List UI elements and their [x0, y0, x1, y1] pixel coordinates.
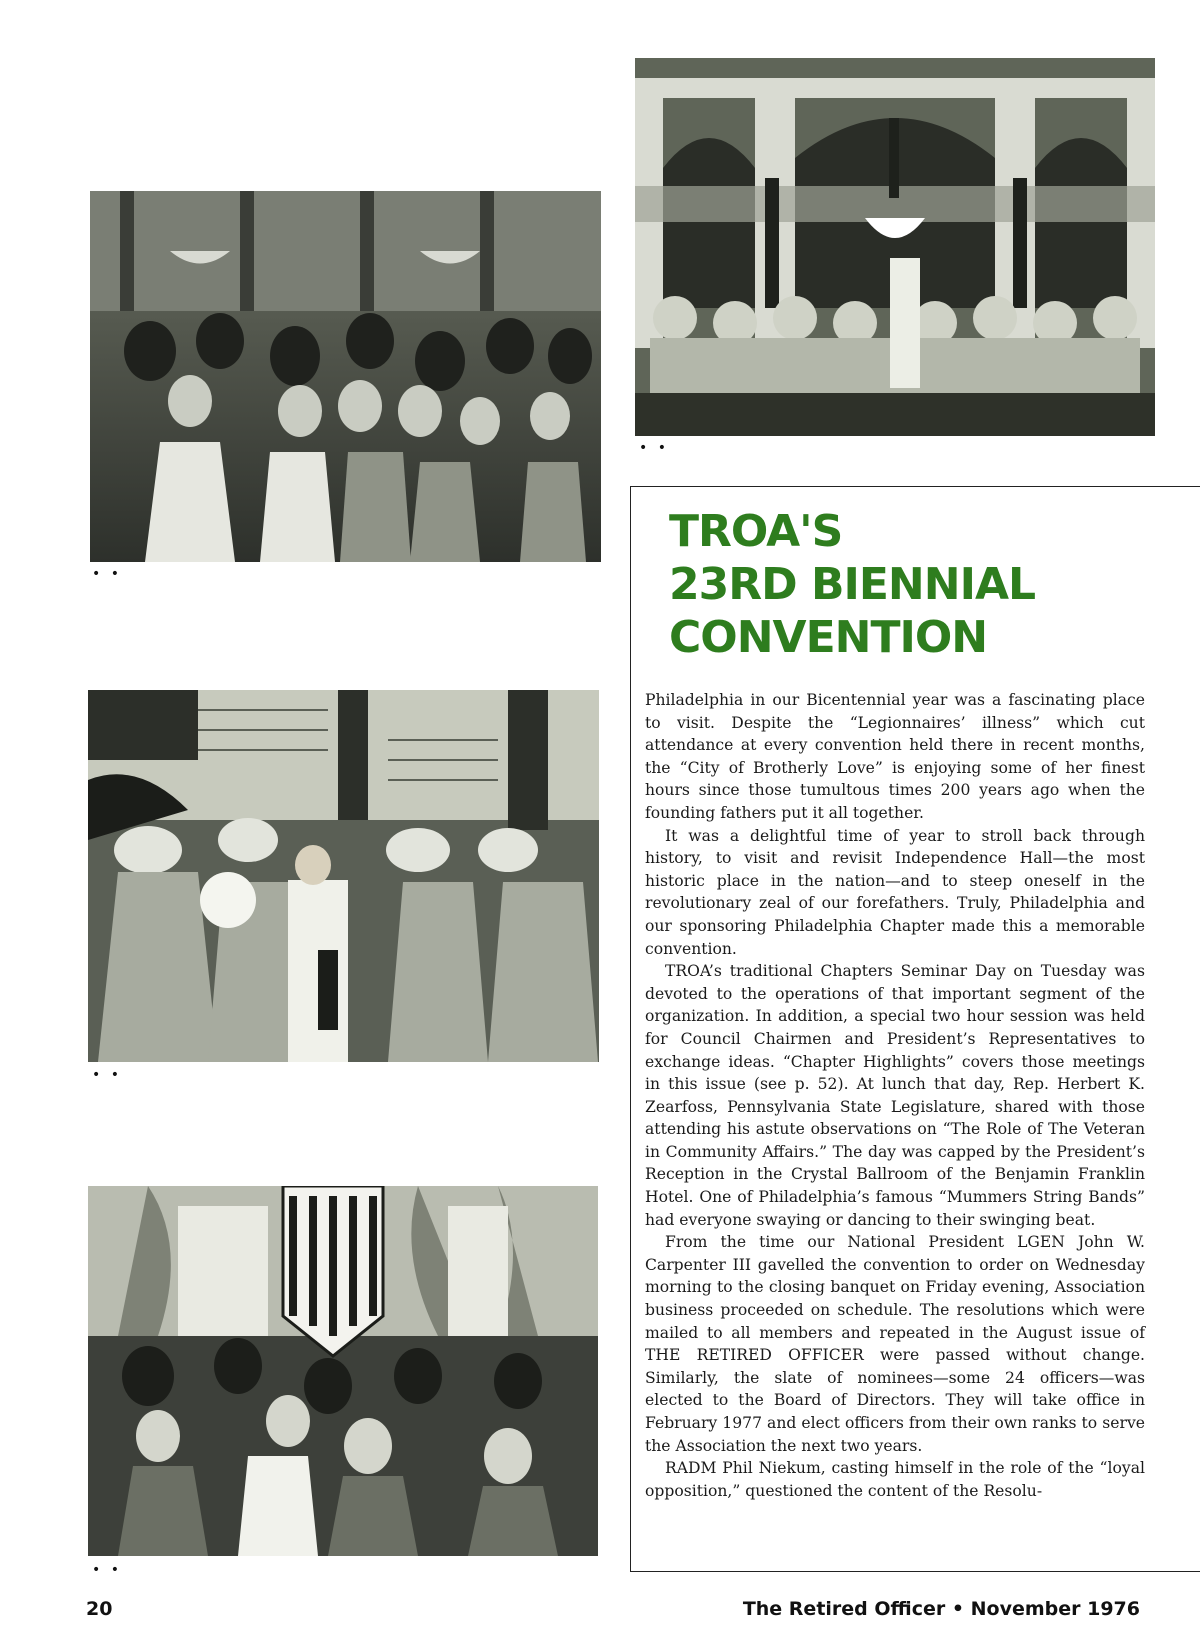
article-paragraph: TROA’s traditional Chapters Seminar Day on Tuesday was devoted to the operations of that important segment of the organization. In addition, a special two hour session was held for Council Chairmen and President’s Representatives to exchange ideas. “Chapter Highlights” covers those meetings in this issue (see p. 52). At lunch that day, Rep. Herbert K. Zearfoss, Pennsylvania State Legislature, shared with those attending his astute observations on “The Role of The Veteran in Community Affairs.” The day was capped by the President’s Reception in the Crystal Ballroom of the Benjamin Franklin Hotel. One of Philadelphia’s famous “Mummers String Bands” had everyone swaying or dancing to their swinging beat. [645, 962, 1145, 1229]
article-headline [669, 505, 1035, 664]
photo-marks: • • [639, 440, 669, 456]
article-box [630, 486, 1200, 1572]
article-paragraph: Philadelphia in our Bicentennial year was a fascinating place to visit. Despite the “Legionnaires’ illness” which cut attendance at every convention held there in recent months, the “City of Brotherly Love” is enjoying some of her finest hours since those tumultous times 200 years ago when the founding fathers put it all together. [645, 691, 1145, 822]
photo-troa-reception [88, 1186, 598, 1556]
photo-mummers-band [88, 690, 599, 1062]
photo-marks: • • [92, 1067, 122, 1083]
photo-mummers-stage [635, 58, 1155, 436]
page-number: 20 [86, 1598, 113, 1620]
headline-line: TROA'S [669, 506, 843, 557]
article-paragraph: It was a delightful time of year to stroll back through history, to visit and revisit Independence Hall—the most historic place in the nation—and to steep oneself in the revolutionary zeal of our forefathers. Truly, Philadelphia and our sponsoring Philadelphia Chapter made this a memorable convention. [645, 826, 1145, 958]
article-paragraph: From the time our National President LGEN John W. Carpenter III gavelled the convention to order on Wednesday morning to the closing banquet on Friday evening, Association business proceeded on schedule. The resolutions which were mailed to all members and repeated in the August issue of THE RETIRED OFFICER were passed without change. Similarly, the slate of nominees—some 24 officers—was elected to the Board of Directors. They will take office in February 1977 and elect officers from their own ranks to serve the Association the next two years. [645, 1233, 1145, 1455]
photo-marks: • • [92, 566, 122, 582]
article-body [645, 689, 1145, 1502]
photo-crowd-singing [90, 191, 601, 562]
headline-line: CONVENTION [669, 612, 988, 663]
running-footer: The Retired Officer • November 1976 [742, 1598, 1140, 1620]
headline-line: 23RD BIENNIAL [669, 559, 1036, 610]
photo-marks: • • [92, 1562, 122, 1578]
article-paragraph: RADM Phil Niekum, casting himself in the role of the “loyal opposition,” questioned the content of the Resolu- [645, 1459, 1145, 1500]
